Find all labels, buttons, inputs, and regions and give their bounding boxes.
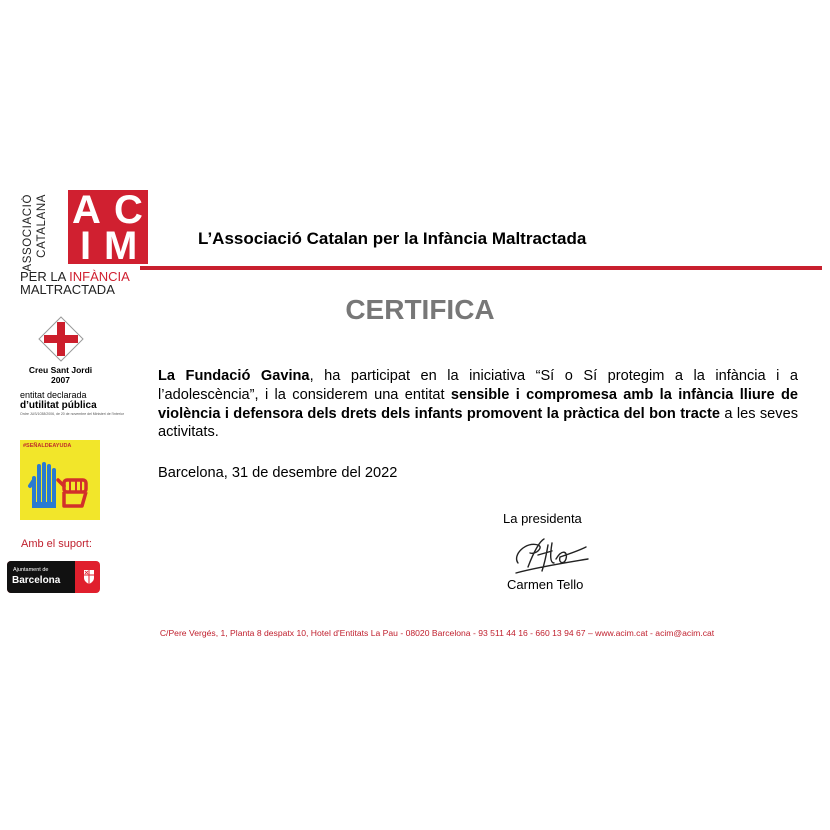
creu-title-line-1: Creu Sant Jordi [28,365,93,375]
certifica-heading: CERTIFICA [345,294,495,325]
date-line: Barcelona, 31 de desembre del 2022 [158,465,398,481]
senal-de-ayuda-badge [20,440,100,520]
body-highlight: sensible i compromesa amb la infància lliure de violència i defensora dels drets dels infants promovent la pràctica del bon tracte [158,386,798,422]
certificate-body [158,367,798,442]
logo-line-1-prefix: PER LA [20,269,70,284]
ajuntament-line-2: Barcelona [12,575,61,586]
header-rule [140,266,822,270]
creu-sant-jordi-logo [38,316,84,362]
logo-vertical-line-2: CATALANA [36,194,48,258]
logo-line-1-highlight: INFÀNCIA [69,269,130,284]
ajuntament-barcelona-logo [7,561,100,593]
logo-red-block [68,188,148,268]
ajuntament-line-1: Ajuntament de [13,567,49,573]
logo-letter-c: C [114,188,143,232]
hands-icon [20,440,100,520]
logo-line-2: MALTRACTADA [20,282,115,297]
logo-vertical-text [20,190,54,272]
body-text-1: , ha participat en la iniciativa “Sí o Sí protegim a la infància i a l’adolescència”, i la considerem una entitat [158,368,799,403]
support-label: Amb el suport: [21,538,92,550]
header-title: L’Associació Catalan per la Infància Maltractada [198,229,587,248]
creu-title-line-2: 2007 [51,375,70,385]
signature-role: La presidenta [503,511,582,526]
body-text-2: a les seves activitats. [158,405,799,441]
barcelona-shield-icon [83,569,95,585]
logo-letter-m: M [104,224,138,268]
badge-tag: #SEÑALDEAYUDA [23,443,72,449]
signature-mark [508,533,590,577]
org-name: La Fundació Gavina [158,368,310,384]
utilitat-publica-line-1: entitat declarada [20,390,87,400]
footer-address: C/Pere Vergés, 1, Planta 8 despatx 10, Hotel d'Entitats La Pau - 08020 Barcelona - 93 511 44 16 - 660 13 94 67 – www.acim.cat - acim@acim.cat [159,628,715,638]
logo-letter-i: I [80,224,92,268]
logo-letter-a: A [72,188,101,232]
utilitat-publica-line-2: d’utilitat pública [20,400,97,411]
logo-vertical-line-1: ASSOCIACIÓ [22,194,34,272]
acim-logo [20,188,143,298]
utilitat-publica-small-print: Ordre JUS/1038/2006, de 20 de novembre del Ministeri de l'Interior [20,412,124,416]
signature-name: Carmen Tello [507,577,584,592]
creu-title [0,365,121,385]
